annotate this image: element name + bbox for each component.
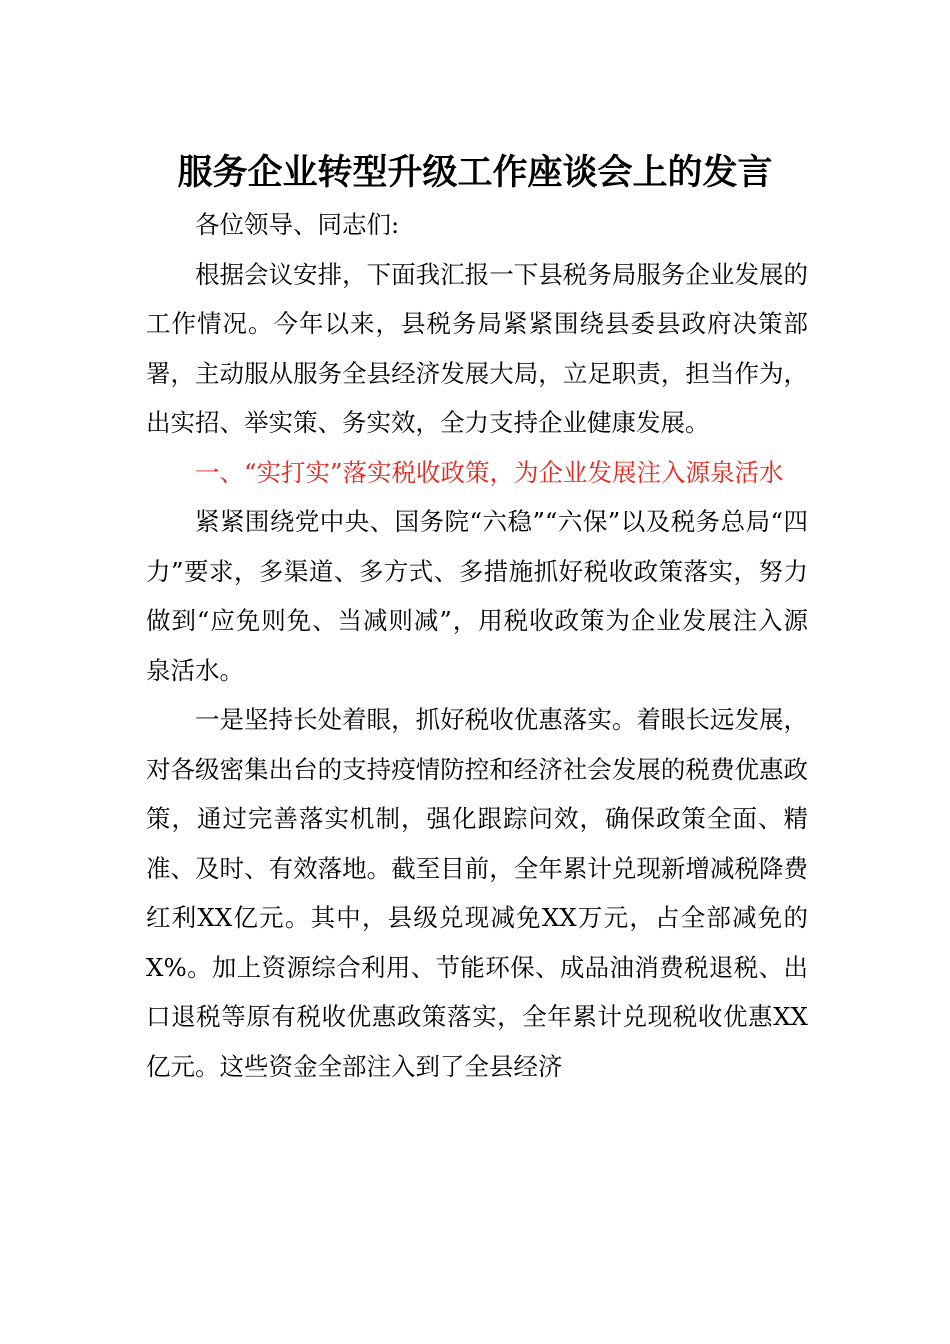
section-heading-1: 一、“实打实”落实税收政策，为企业发展注入源泉活水 <box>195 457 784 487</box>
document-title: 服务企业转型升级工作座谈会上的发言 <box>177 152 773 193</box>
document-body <box>146 200 808 1091</box>
paragraph-point-1: 一是坚持长处着眼，抓好税收优惠落实。着眼长远发展，对各级密集出台的支持疫情防控和经济社会发展的税费优惠政策，通过完善落实机制，强化跟踪问效，确保政策全面、精准、及时、有效落地。截至目前，全年累计兑现新增减税降费红利XX亿元。其中，县级兑现减免XX万元，占全部减免的X%。加上资源综合利用、节能环保、成品油消费税退税、出口退税等原有税收优惠政策落实，全年累计兑现税收优惠XX亿元。这些资金全部注入到了全县经济 <box>146 705 808 1081</box>
paragraph-section-1-summary: 紧紧围绕党中央、国务院“六稳”“六保”以及税务总局“四力”要求，多渠道、多方式、多措施抓好税收政策落实，努力做到“应免则免、当减则减”，用税收政策为企业发展注入源泉活水。 <box>146 507 808 685</box>
salutation: 各位领导、同志们: <box>195 210 400 239</box>
paragraph-intro: 根据会议安排，下面我汇报一下县税务局服务企业发展的工作情况。今年以来，县税务局紧紧围绕县委县政府决策部署，主动服从服务全县经济发展大局，立足职责，担当作为，出实招、举实策、务实效，全力支持企业健康发展。 <box>146 259 808 437</box>
